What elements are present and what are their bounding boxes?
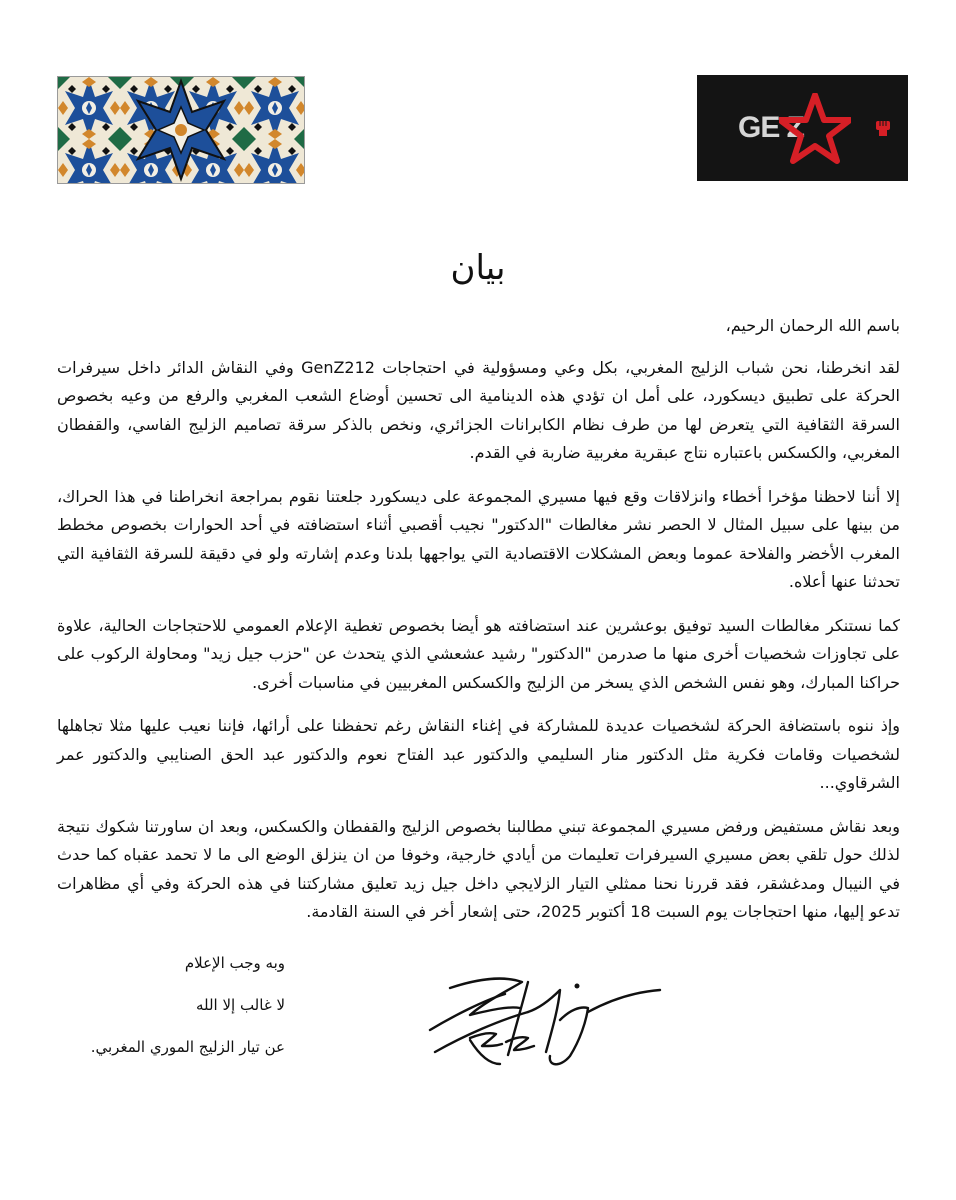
handwritten-signature [410, 960, 670, 1070]
closing-line-2: لا غالب إلا الله [195, 996, 285, 1014]
paragraph-4: وإذ ننوه باستضافة الحركة لشخصيات عديدة للمشاركة في إغناء النقاش رغم تحفظنا على أرائها، فإننا نعيب عليها مثلا تجاهلها لشخصيات وقامات فكرية مثل الدكتور منار السليمي والدكتور عبد الفتاح نعوم والدكتور عبد الحق الصنايبي والدكتور عمر الشرقاوي... [57, 716, 900, 792]
genz-logo-text: GE Z [738, 111, 805, 144]
closing-line-1: وبه وجب الإعلام [184, 954, 285, 972]
basmala: باسم الله الرحمان الرحيم، [725, 316, 900, 335]
genz-logo [697, 75, 908, 181]
zellige-mosaic-image [57, 76, 305, 184]
closing-signatory: عن تيار الزليج الموري المغربي. [90, 1038, 285, 1056]
fist-icon [873, 119, 893, 137]
paragraph-3: كما نستنكر مغالطات السيد توفيق بوعشرين عند استضافته هو أيضا بخصوص تغطية الإعلام العمومي للاحتجاجات الحالية، علاوة على تجاوزات شخصيات أخرى منها ما صدرمن "الدكتور" رشيد عشعشي الذي يتحدث عن "حزب جيل زيد" ومحاولة الركوب على حراكنا المبارك، وهو نفس الشخص الذي يسخر من الزليج والكسكس المغربيين في مناسبات أخرى. [57, 615, 900, 692]
closing-block [40, 952, 285, 1078]
paragraph-5: وبعد نقاش مستفيض ورفض مسيري المجموعة تبني مطالبنا بخصوص الزليج والقفطان والكسكس، وبعد ان ساورتنا شكوك نتيجة لذلك حول تلقي بعض مسيري السيرفرات تعليمات من أيادي خارجية، وخوفا من ان ينزلق الوضع الى ما لا تحمد عقباه كما حدث في النيبال ومدغشقر، فقد قررنا نحنا ممثلي التيار الزلايجي داخل جيل زيد تعليق مشاركتنا في هذه الحركة وفي أي مظاهرات تدعو إليها، منها احتجاجات يوم السبت 18 أكتوبر 2025، حتى إشعار أخر في السنة القادمة. [57, 816, 900, 921]
statement-body [57, 312, 900, 942]
paragraph-2: إلا أننا لاحظنا مؤخرا أخطاء وانزلاقات وقع فيها مسيري المجموعة على ديسكورد جلعتنا نقوم بمراجعة انخراطنا في هذا الحراك، من بينها على سبيل المثال لا الحصر نشر مغالطات "الدكتور" نجيب أقصبي أثناء استضافته في أحد الحوارات بخصوص مخطط المغرب الأخضر والفلاحة عموما وبعض المشكلات الاقتصادية التي يواجهها بلدنا وعدم إشارته ولو في دقيقة للسرقة الثقافية التي تحدثنا عنها أعلاه. [57, 486, 900, 591]
red-star-icon [779, 93, 851, 165]
paragraph-1: لقد انخرطنا، نحن شباب الزليج المغربي، بكل وعي ومسؤولية في احتجاجات GenZ212 وفي النقاش الدائر داخل سيرفرات الحركة على تطبيق ديسكورد، على أمل ان تؤدي هذه الدينامية الى تحسين أوضاع الشعب المغربي والرفع من وعيه بخصوص السرقة الثقافية التي يتعرض لها من طرف نظام الكابرانات الجزائري، ونخص بالذكر سرقة تصاميم الزليج الفاسي، والقفطان المغربي، والكسكس باعتباره نتاج عبقرية مغربية ضاربة في القدم. [57, 357, 901, 462]
statement-title: بيان [450, 248, 506, 288]
